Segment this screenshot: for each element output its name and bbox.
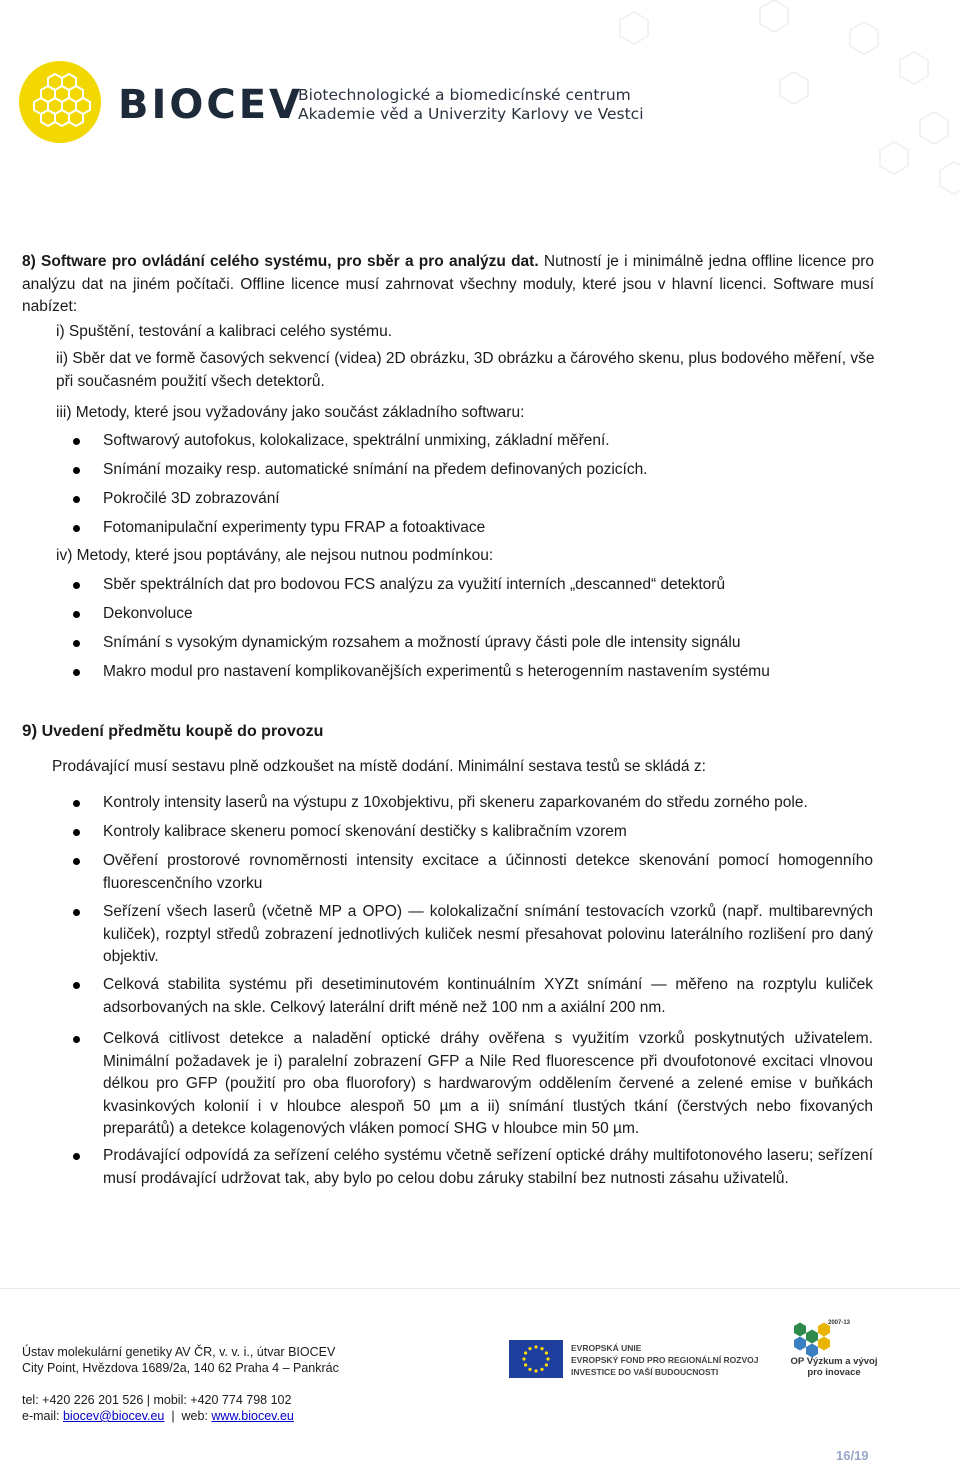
eu-line2: EVROPSKÝ FOND PRO REGIONÁLNÍ ROZVOJ xyxy=(571,1355,759,1365)
section8-item-i: i) Spuštění, testování a kalibraci celého systému. xyxy=(56,323,392,340)
list-item: Seřízení všech laserů (včetně MP a OPO) — kolokalizační snímání testovacích vzorků (např. multibarevných kuliček), rozptyl středů zobrazení jednotlivých kuliček nesmí přesahovat polovinu laterálního rozlišení pro daný objektiv. xyxy=(103,903,873,965)
bullet-icon xyxy=(73,1153,80,1160)
footer-org-line2: City Point, Hvězdova 1689/2a, 140 62 Praha 4 – Pankrác xyxy=(22,1361,339,1375)
center-name-line2: Akademie věd a Univerzity Karlovy ve Vestci xyxy=(298,105,644,123)
op-vav-text xyxy=(788,1356,880,1378)
list-item: Ověření prostorové rovnoměrnosti intensity excitace a účinnosti detekce skenování pomocí homogenního fluorescenčního vzorku xyxy=(103,852,873,892)
bullet-icon xyxy=(73,1036,80,1043)
op-line1: OP Výzkum a vývoj xyxy=(790,1356,878,1367)
footer-divider xyxy=(0,1288,960,1289)
bullet-icon xyxy=(73,496,80,503)
list-item: Snímání s vysokým dynamickým rozsahem a možností úpravy části pole dle intensity signálu xyxy=(103,634,741,651)
bullet-icon xyxy=(73,669,80,676)
eu-line3: INVESTICE DO VAŠÍ BUDOUCNOSTI xyxy=(571,1367,719,1377)
eu-flag-icon xyxy=(509,1340,563,1378)
center-name xyxy=(298,86,644,124)
section8-item-iv: iv) Metody, které jsou poptávány, ale nejsou nutnou podmínkou: xyxy=(56,547,494,564)
section8-title: 8) Software pro ovládání celého systému, pro sběr a pro analýzu dat. xyxy=(22,253,539,270)
op-years: 2007-13 xyxy=(828,1320,851,1326)
list-item: Sběr spektrálních dat pro bodovou FCS analýzu za využití interních „descanned“ detektorů xyxy=(103,576,726,593)
section8-intro xyxy=(22,251,874,319)
list-item: Kontroly intensity laserů na výstupu z 10xobjektivu, při skeneru zaparkovaném do středu zorného pole. xyxy=(103,794,808,811)
logo-wordmark: BIOCEV xyxy=(118,82,304,128)
bullet-icon xyxy=(73,582,80,589)
bullet-icon xyxy=(73,640,80,647)
section8-item-iii: iii) Metody, které jsou vyžadovány jako součást základního softwaru: xyxy=(56,404,525,421)
list-item: Makro modul pro nastavení komplikovanějších experimentů s heterogenním nastavením systému xyxy=(103,663,770,680)
hexagon-decoration xyxy=(600,0,960,200)
footer-org-line1: Ústav molekulární genetiky AV ČR, v. v. i., útvar BIOCEV xyxy=(22,1345,336,1359)
section8-item-ii: ii) Sběr dat ve formě časových sekvencí (videa) 2D obrázku, 3D obrázku a čárového skenu, plus bodového měření, vše při současném použití všech detektorů. xyxy=(56,350,875,390)
center-name-line1: Biotechnologické a biomedicínské centrum xyxy=(298,86,631,104)
list-item: Fotomanipulační experimenty typu FRAP a fotoaktivace xyxy=(103,519,486,536)
footer-contacts xyxy=(22,1408,294,1424)
list-item: Kontroly kalibrace skeneru pomocí skenování destičky s kalibračním vzorem xyxy=(103,823,627,840)
web-link[interactable]: www.biocev.eu xyxy=(211,1409,294,1423)
op-line2: pro inovace xyxy=(807,1367,861,1378)
bullet-icon xyxy=(73,982,80,989)
list-item: Celková stabilita systému při desetiminutovém kontinuálním XYZt snímání — měřeno na rozptylu kuliček adsorbovaných na skle. Celkový laterální drift méně než 100 nm a axiální 200 nm. xyxy=(103,976,873,1016)
footer-email-label: e-mail: xyxy=(22,1409,63,1423)
bullet-icon xyxy=(73,909,80,916)
list-item: Prodávající odpovídá za seřízení celého systému včetně seřízení optické dráhy multifotonového laseru; seřízení musí prodávající udržovat tak, aby bylo po celou dobu záruky stabilní bez nutnosti zásahu uživatelů. xyxy=(103,1147,873,1187)
section9-title: Uvedení předmětu koupě do provozu xyxy=(41,723,324,740)
bullet-icon xyxy=(73,800,80,807)
list-item: Snímání mozaiky resp. automatické snímání na předem definovaných pozicích. xyxy=(103,461,648,478)
bullet-icon xyxy=(73,858,80,865)
footer-web-label: | web: xyxy=(164,1409,212,1423)
eu-line1: EVROPSKÁ UNIE xyxy=(571,1343,642,1353)
section9-number: 9) xyxy=(22,721,38,740)
eu-fund-text xyxy=(571,1342,759,1378)
list-item: Celková citlivost detekce a naladění optické dráhy ověřena s využitím vzorků poskytnutých uživatelem. Minimální požadavek je i) paralelní zobrazení GFP a Nile Red fluorescence při dvoufotonové excitaci vlnovou délkou pro GFP (použití pro oba fluorofory) s hardwarovým oddělením červené a zelené emise v buňkách kvasinkových kolonií i v hloubce alespoň 50 µm a ii) snímání tlustých tkání (čerstvých nebo fixovaných preparátů) a detekce kolagenových vláken pomocí SHG v hloubce min 50 µm. xyxy=(103,1030,873,1137)
list-item: Softwarový autofokus, kolokalizace, spektrální unmixing, základní měření. xyxy=(103,432,610,449)
bullet-icon xyxy=(73,525,80,532)
bullet-icon xyxy=(73,467,80,474)
biocev-logo-icon xyxy=(18,60,102,144)
section9-intro: Prodávající musí sestavu plně odzkoušet na místě dodání. Minimální sestava testů se skládá z: xyxy=(52,758,706,775)
bullet-icon xyxy=(73,611,80,618)
footer-phone: tel: +420 226 201 526 | mobil: +420 774 798 102 xyxy=(22,1393,292,1407)
list-item: Pokročilé 3D zobrazování xyxy=(103,490,280,507)
section9-heading xyxy=(22,721,323,741)
bullet-icon xyxy=(73,438,80,445)
bullet-icon xyxy=(73,829,80,836)
section8-intro-text: Nutností je i minimálně jedna offline licence pro analýzu dat na jiném počítači. Offline licence musí zahrnovat všechny moduly, které jsou v hlavní licenci. Software musí nabízet: xyxy=(22,253,875,315)
list-item: Dekonvoluce xyxy=(103,605,193,622)
email-link[interactable]: biocev@biocev.eu xyxy=(62,1409,165,1423)
page-number: 16/19 xyxy=(836,1448,869,1463)
